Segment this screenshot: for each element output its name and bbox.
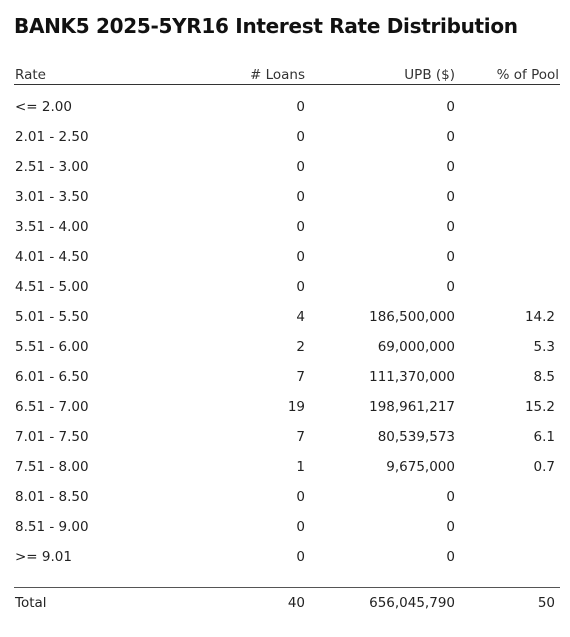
column-header-rate: Rate	[15, 67, 46, 83]
cell-loans: 19	[287, 399, 305, 415]
cell-upb: 198,961,217	[369, 399, 455, 415]
cell-loans: 4	[296, 309, 305, 325]
table-row	[14, 182, 560, 212]
cell-rate: 5.01 - 5.50	[15, 309, 89, 325]
table-row	[14, 452, 560, 482]
cell-pct: 0.7	[533, 459, 555, 475]
cell-upb: 0	[446, 189, 455, 205]
total-pct: 50	[537, 595, 555, 611]
total-loans: 40	[287, 595, 305, 611]
table-row	[14, 482, 560, 512]
cell-upb: 0	[446, 489, 455, 505]
table-body	[14, 85, 560, 572]
cell-loans: 0	[296, 249, 305, 265]
table-total-row	[14, 587, 560, 622]
cell-rate: 5.51 - 6.00	[15, 339, 89, 355]
cell-rate: 4.51 - 5.00	[15, 279, 89, 295]
cell-rate: <= 2.00	[15, 99, 72, 115]
cell-rate: 2.01 - 2.50	[15, 129, 89, 145]
table-row	[14, 302, 560, 332]
cell-upb: 0	[446, 99, 455, 115]
cell-upb: 111,370,000	[369, 369, 455, 385]
cell-rate: 6.51 - 7.00	[15, 399, 89, 415]
cell-pct: 6.1	[533, 429, 555, 445]
total-label: Total	[15, 595, 47, 611]
total-upb: 656,045,790	[369, 595, 455, 611]
cell-loans: 0	[296, 219, 305, 235]
table-row	[14, 242, 560, 272]
cell-upb: 0	[446, 249, 455, 265]
cell-pct: 5.3	[533, 339, 555, 355]
table-row	[14, 122, 560, 152]
rate-distribution-table	[14, 66, 560, 622]
cell-rate: 3.01 - 3.50	[15, 189, 89, 205]
cell-rate: 3.51 - 4.00	[15, 219, 89, 235]
table-row	[14, 362, 560, 392]
cell-rate: >= 9.01	[15, 549, 72, 565]
cell-upb: 0	[446, 159, 455, 175]
cell-rate: 2.51 - 3.00	[15, 159, 89, 175]
column-header-pct: % of Pool	[496, 67, 559, 83]
cell-pct: 15.2	[524, 399, 555, 415]
cell-loans: 7	[296, 369, 305, 385]
table-row	[14, 392, 560, 422]
column-header-loans: # Loans	[249, 67, 305, 83]
cell-loans: 0	[296, 279, 305, 295]
table-row	[14, 542, 560, 572]
cell-upb: 0	[446, 129, 455, 145]
table-row	[14, 512, 560, 542]
cell-rate: 7.51 - 8.00	[15, 459, 89, 475]
table-row	[14, 212, 560, 242]
cell-loans: 0	[296, 519, 305, 535]
cell-loans: 0	[296, 99, 305, 115]
cell-rate: 7.01 - 7.50	[15, 429, 89, 445]
cell-upb: 0	[446, 519, 455, 535]
table-row	[14, 92, 560, 122]
table-spacer	[14, 572, 560, 587]
cell-pct: 14.2	[524, 309, 555, 325]
cell-rate: 8.01 - 8.50	[15, 489, 89, 505]
page-title: BANK5 2025-5YR16 Interest Rate Distribution	[14, 14, 518, 38]
cell-upb: 69,000,000	[377, 339, 455, 355]
cell-loans: 0	[296, 129, 305, 145]
cell-upb: 9,675,000	[386, 459, 455, 475]
column-header-upb: UPB ($)	[404, 67, 455, 83]
cell-upb: 80,539,573	[377, 429, 455, 445]
cell-upb: 0	[446, 549, 455, 565]
table-row	[14, 422, 560, 452]
cell-upb: 0	[446, 219, 455, 235]
cell-loans: 0	[296, 159, 305, 175]
table-row	[14, 332, 560, 362]
cell-upb: 186,500,000	[369, 309, 455, 325]
cell-upb: 0	[446, 279, 455, 295]
cell-loans: 7	[296, 429, 305, 445]
table-header	[14, 66, 560, 85]
cell-pct: 8.5	[533, 369, 555, 385]
cell-loans: 0	[296, 489, 305, 505]
cell-loans: 1	[296, 459, 305, 475]
cell-loans: 0	[296, 549, 305, 565]
table-row	[14, 272, 560, 302]
table-row	[14, 152, 560, 182]
cell-rate: 8.51 - 9.00	[15, 519, 89, 535]
cell-rate: 4.01 - 4.50	[15, 249, 89, 265]
cell-loans: 0	[296, 189, 305, 205]
cell-rate: 6.01 - 6.50	[15, 369, 89, 385]
cell-loans: 2	[296, 339, 305, 355]
